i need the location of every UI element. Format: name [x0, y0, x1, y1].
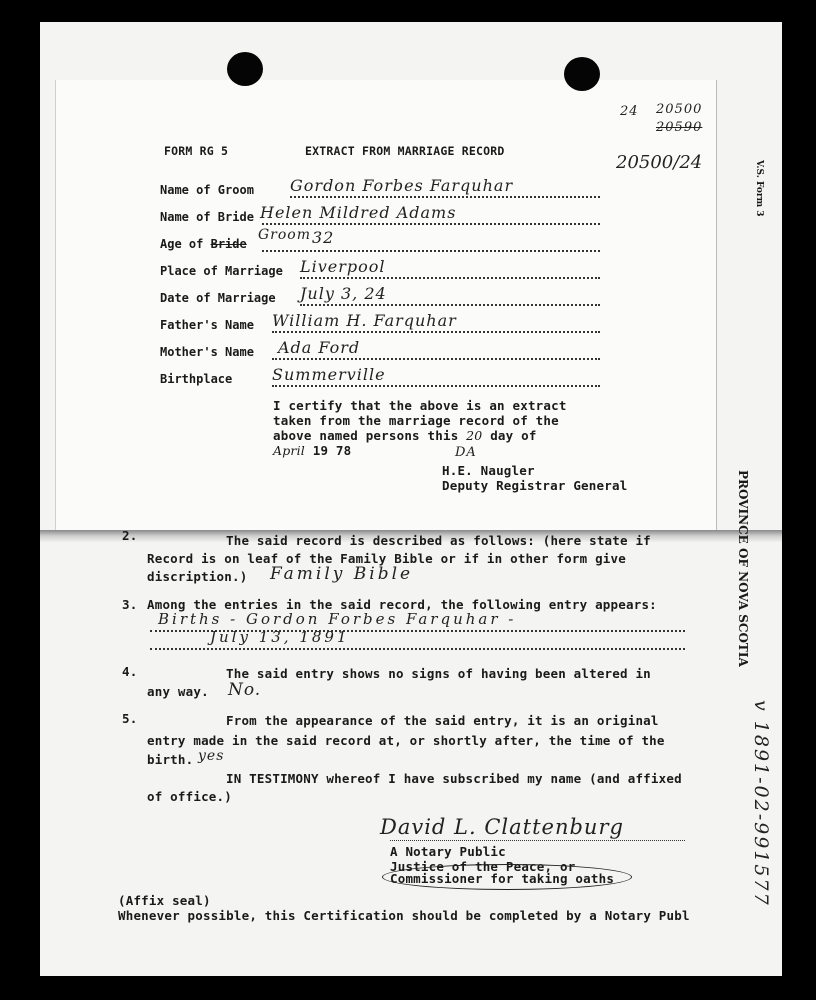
field-label-mother: Mother's Name	[160, 345, 254, 359]
ref-prefix: 24	[620, 104, 639, 119]
signature-line	[390, 840, 685, 841]
field-value-place: Liverpool	[300, 257, 386, 276]
punch-hole-right	[564, 57, 600, 91]
item-5-line-3: birth.	[147, 752, 194, 767]
field-value-age: 32	[312, 228, 335, 247]
affix-seal: (Affix seal)	[118, 893, 211, 908]
vs-form-label: V.S. Form 3	[754, 160, 764, 217]
field-dots	[262, 223, 600, 225]
province-label: PROVINCE OF NOVA SCOTIA	[736, 470, 750, 667]
form-id: FORM RG 5	[164, 144, 229, 158]
signature-title-2: Justice of the Peace, or	[390, 859, 576, 874]
certify-year: 19 78	[312, 443, 352, 458]
certify-month: April	[273, 443, 305, 458]
item-4-value: No.	[228, 680, 262, 700]
certify-line-3-post: day of	[490, 428, 537, 443]
punch-hole-left	[227, 52, 263, 86]
certify-line-1: I certify that the above is an extract	[273, 398, 567, 413]
testimony-line-2: of office.)	[147, 789, 232, 804]
field-value-bride: Helen Mildred Adams	[260, 203, 457, 222]
field-value-groom: Gordon Forbes Farquhar	[290, 176, 514, 195]
field-label-date: Date of Marriage	[160, 291, 276, 305]
certify-day: 20	[466, 428, 483, 443]
entry-dots	[150, 648, 685, 650]
certify-line-4	[273, 443, 351, 458]
item-3-number: 3.	[122, 597, 138, 612]
item-3-entry-2: July 13, 1891	[210, 628, 350, 646]
signer-title: Deputy Registrar General	[442, 478, 628, 493]
signature-title-1: A Notary Public	[390, 844, 506, 859]
item-3-line-1: Among the entries in the said record, the following entry appears:	[147, 597, 657, 612]
item-2-line-3: discription.)	[147, 569, 248, 584]
item-4-number: 4.	[122, 664, 138, 679]
field-label-father: Father's Name	[160, 318, 254, 332]
testimony-line-1: IN TESTIMONY whereof I have subscribed my name (and affixed	[226, 771, 682, 786]
field-dots	[300, 277, 600, 279]
item-2-number: 2.	[122, 528, 138, 543]
age-label-handwritten: Groom	[258, 227, 312, 243]
ref-main: 20500/24	[616, 152, 703, 173]
certify-initials: DA	[455, 445, 477, 460]
field-label-age	[160, 237, 247, 251]
item-4-line-2: any way.	[147, 684, 209, 699]
item-5-line-2: entry made in the said record at, or shortly after, the time of the	[147, 733, 665, 748]
certify-line-3	[273, 428, 537, 443]
field-value-father: William H. Farquhar	[272, 311, 457, 330]
field-label-birthplace: Birthplace	[160, 372, 233, 386]
field-dots	[272, 358, 600, 360]
field-label-bride: Name of Bride	[160, 210, 254, 224]
field-value-birthplace: Summerville	[272, 365, 386, 384]
ellipse-mark	[382, 864, 632, 890]
field-value-mother: Ada Ford	[278, 338, 361, 357]
signer-name: H.E. Naugler	[442, 463, 535, 478]
field-label-groom: Name of Groom	[160, 183, 254, 197]
age-label-struck: Bride	[210, 237, 247, 251]
field-value-date: July 3, 24	[300, 284, 387, 303]
item-5-line-1: From the appearance of the said entry, it is an original	[226, 713, 659, 728]
ref-top: 20500	[656, 102, 703, 117]
item-2-line-2: Record is on leaf of the Family Bible or if in other form give	[147, 551, 626, 566]
item-5-value: yes	[198, 748, 225, 764]
item-4-line-1: The said entry shows no signs of having been altered in	[226, 666, 651, 681]
certify-line-3-pre: above named persons this	[273, 428, 459, 443]
field-dots	[290, 196, 600, 198]
item-5-number: 5.	[122, 711, 138, 726]
signature-title-3: Commissioner for taking oaths	[390, 871, 615, 886]
field-dots	[300, 304, 600, 306]
ref-struck: 20590	[656, 120, 703, 135]
age-label-prefix: Age of	[160, 237, 204, 251]
form-title: EXTRACT FROM MARRIAGE RECORD	[305, 144, 505, 158]
field-label-place: Place of Marriage	[160, 264, 283, 278]
item-2-line-1: The said record is described as follows: (here state if	[226, 533, 651, 548]
signature-handwritten: David L. Clattenburg	[380, 815, 624, 839]
footer-note: Whenever possible, this Certification should be completed by a Notary Publ	[118, 908, 690, 923]
item-3-entry-1: Births - Gordon Forbes Farquhar -	[158, 610, 517, 628]
item-2-value: Family Bible	[270, 564, 414, 584]
field-dots	[272, 385, 600, 387]
field-dots	[272, 331, 600, 333]
certify-line-2: taken from the marriage record of the	[273, 413, 559, 428]
field-dots	[262, 250, 600, 252]
side-handwritten-ref: v 1891-02-991577	[750, 700, 772, 907]
